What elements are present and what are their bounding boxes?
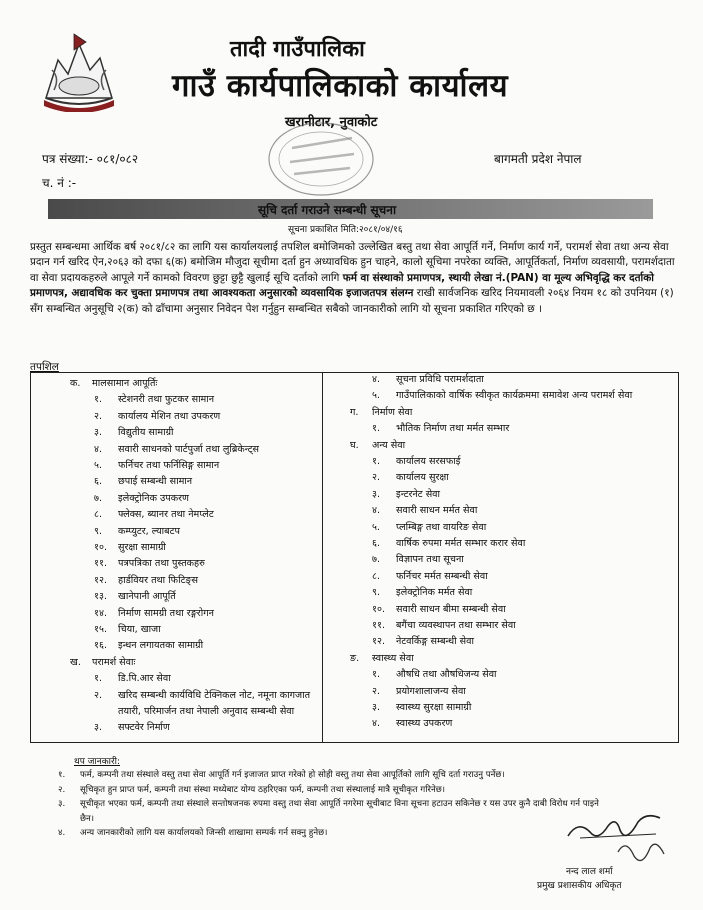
item-number: १. xyxy=(372,669,381,681)
item-text: पत्रपत्रिका तथा पुस्तकहरु xyxy=(118,558,205,570)
letter-number: पत्र संख्या:- ०८१/०८२ xyxy=(42,152,139,166)
item-text: डि.पि.आर सेवा xyxy=(118,673,171,685)
list-item xyxy=(372,618,516,631)
list-item xyxy=(94,671,171,684)
paragraph-part-1: प्रस्तुत सम्बन्धमा आर्थिक बर्ष २०८१/८२ का लागि यस कार्यालयलाई तपशिल बमोजिमको उल्लेखित बस्तु तथा सेवा आपूर्ति गर्ने, निर्माण कार्य गर्ने, परामर्श सेवा तथा अन्य सेवा प्रदान गर्न खरिद ऐन,२०६३ को दफा ६(क) बमोजिम मौजुदा सूचीमा दर्ता हुन अध्यावधिक हुन चाहने, कालो सूचिमा नपरेका व्यक्ति, आपूर्तिकर्ता, निर्माण व्यवसायी, परामर्शदाता वा सेवा प्रदायकहरुले आपूले गर्ने कामको विवरण छुट्टा छुट्टै खुलाई सूचि दर्ताको लागि xyxy=(30,241,675,284)
item-text: प्रयोगशालाजन्य सेवा xyxy=(396,685,466,697)
item-text: निर्माण सामग्री तथा रङ्गरोगन xyxy=(118,607,214,619)
list-item xyxy=(372,536,525,549)
item-number: ५. xyxy=(372,390,381,402)
item-number: १. xyxy=(94,394,103,406)
item-text: कम्प्युटर, ल्याबटप xyxy=(118,525,180,537)
details-heading: तपशिल xyxy=(30,361,59,373)
item-number: ४. xyxy=(372,374,381,385)
item-number: ग. xyxy=(350,406,359,418)
item-text: कार्यालय सुरक्षा xyxy=(396,472,449,484)
note-text: अन्य जानकारीको लागि यस कार्यालयको जिन्सी शाखामा सम्पर्क गर्न सक्नु हुनेछ। xyxy=(80,828,328,838)
item-number: २. xyxy=(94,410,103,422)
list-item xyxy=(372,487,440,500)
list-item xyxy=(372,520,486,533)
item-number: ८. xyxy=(372,570,381,582)
notes-heading: थप जानकारी: xyxy=(74,757,121,767)
item-number: ११. xyxy=(372,620,386,631)
item-text: फ्लेक्स, ब्यानर तथा नेमप्लेट xyxy=(118,509,214,521)
item-text: परामर्श सेवाः xyxy=(92,656,136,668)
paragraph-bold: फर्म वा संस्थाको प्रमाणपत्र, स्थायी लेखा नं.(PAN) वा मूल्य अभिवृद्धि कर दर्ताको प्रमाणपत्र, अद्यावधिक कर चुक्ता प्रमाणपत्र तथा आवश्यकता अनुसारको व्यवसायिक इजाजतपत्र संलग्न xyxy=(30,271,654,300)
item-number: १०. xyxy=(94,542,108,553)
item-number: २. xyxy=(372,685,381,697)
item-number: १३. xyxy=(94,591,108,603)
notice-title: सूचि दर्ता गराउने सम्बन्धी सूचना xyxy=(258,203,397,217)
item-text: खानेपानी आपूर्ति xyxy=(118,591,176,603)
item-text: बगैंचा व्यवस्थापन तथा सम्भार सेवा xyxy=(396,620,516,631)
section-heading xyxy=(350,405,412,418)
office-location: खरानीटार, नुवाकोट xyxy=(285,115,378,130)
item-text: स्टेशनरी तथा फुटकर सामान xyxy=(118,394,215,406)
item-number: ९. xyxy=(372,587,381,599)
list-item xyxy=(94,573,198,586)
item-number: ७. xyxy=(94,492,103,504)
note-text: छैन। xyxy=(80,813,95,824)
list-item xyxy=(94,720,170,733)
list-item xyxy=(372,388,632,401)
list-item xyxy=(372,585,472,598)
item-text: छपाई सम्बन्धी सामान xyxy=(118,476,193,488)
list-item xyxy=(94,458,219,471)
note-number: १. xyxy=(58,770,66,780)
item-number: १५. xyxy=(94,624,108,635)
list-item xyxy=(372,634,474,647)
list-item xyxy=(372,372,484,385)
section-heading xyxy=(350,651,414,664)
item-text: मालसामान आपूर्तिः xyxy=(92,378,158,389)
item-text: स्वास्थ्य उपकरण xyxy=(396,718,453,730)
item-number: ख. xyxy=(70,656,81,668)
item-text: सवारी साधन मर्मत सेवा xyxy=(396,505,478,517)
item-text: सुरक्षा सामाग्री xyxy=(118,542,166,553)
note-number: ४. xyxy=(58,828,66,838)
item-text: फर्निचर तथा फर्निसिङ्ग सामान xyxy=(118,460,220,471)
item-number: ६. xyxy=(94,476,103,488)
item-number: १२. xyxy=(94,574,108,586)
notice-title-banner xyxy=(48,199,653,219)
note-item xyxy=(58,768,505,780)
item-text: इन्टरनेट सेवा xyxy=(396,488,440,500)
item-text: इलेक्ट्रोनिक मर्मत सेवा xyxy=(396,587,473,599)
item-text: तयारी, परिमार्जन तथा नेपाली अनुवाद सम्बन्धी सेवा xyxy=(118,706,295,717)
list-item xyxy=(94,442,259,455)
item-text: इलेक्ट्रोनिक उपकरण xyxy=(118,492,189,504)
list-item xyxy=(94,638,203,651)
office-name: गाउँ कार्यपालिकाको कार्यालय xyxy=(172,68,509,104)
item-text: नेटवर्किङ्ग सम्बन्धी सेवा xyxy=(396,636,474,648)
list-item xyxy=(372,454,461,467)
item-number: १२. xyxy=(372,636,386,648)
list-item xyxy=(94,606,214,619)
item-text: फर्निचर मर्मत सम्बन्धी सेवा xyxy=(396,570,488,582)
list-item xyxy=(94,589,176,602)
signature-icon xyxy=(560,808,670,870)
table-divider xyxy=(322,372,323,742)
list-item xyxy=(372,552,464,565)
item-text: हार्डवियर तथा फिटिङ्स xyxy=(118,574,198,586)
item-number: ९. xyxy=(94,525,103,537)
item-text: स्वास्थ्य सुरक्षा सामाग्री xyxy=(396,702,472,713)
item-text: विद्युतीय सामाग्री xyxy=(118,427,174,439)
item-number: ८. xyxy=(94,509,103,521)
item-number: ४. xyxy=(372,718,381,730)
signatory-title: प्रमुख प्रशासकीय अधिकृत xyxy=(537,881,622,891)
item-number: ३. xyxy=(372,488,381,500)
item-text: विज्ञापन तथा सूचना xyxy=(396,554,464,566)
item-text: सवारी साधनको पार्टपुर्जा तथा लुब्रिकेन्ट्स xyxy=(118,443,260,455)
item-number: १. xyxy=(372,456,381,467)
item-number: ३. xyxy=(372,702,381,713)
item-number: ७. xyxy=(372,554,381,566)
item-text: भौतिक निर्माण तथा मर्मत सम्भार xyxy=(396,423,510,435)
item-text: खरिद सम्बन्धी कार्यविधि टेक्निकल नोट, नमूना कागजात xyxy=(118,689,311,701)
item-text: कार्यालय सरसफाई xyxy=(396,456,461,467)
item-number: २. xyxy=(372,472,381,484)
item-number: ४. xyxy=(372,505,381,517)
section-heading xyxy=(70,655,135,668)
signatory-name: नन्द लाल शर्मा xyxy=(566,867,613,877)
item-text: सूचना प्रविधि परामर्शदाता xyxy=(396,374,484,385)
note-text: सूचिकृत हुन प्राप्त फर्म, कम्पनी तथा संस्था मध्येबाट योग्य ठहरिएका फर्म, कम्पनी तथा संस्थालाई मात्रै सूचीकृत गरिनेछ। xyxy=(80,784,446,795)
item-text: इन्धन लगायतका सामाग्री xyxy=(118,640,204,652)
list-item xyxy=(94,392,214,405)
item-text: सवारी साधन बीमा सम्बन्धी सेवा xyxy=(396,603,506,615)
note-text: सूचीकृत भएका फर्म, कम्पनी तथा संस्थाले सन्तोषजनक रुपमा वस्तु तथा सेवा आपूर्ति नगरेमा सूचीबाट विना सूचना हटाउन सकिनेछ र यस उपर कुनै दाबी विरोध गर्न पाइने xyxy=(80,799,599,809)
item-text: चिया, खाजा xyxy=(118,624,161,635)
list-item xyxy=(372,667,497,680)
note-text: फर्म, कम्पनी तथा संस्थाले वस्तु तथा सेवा आपूर्ति गर्न इजाजत प्राप्त गरेको हो सोही वस्तु तथा सेवा आपूर्तिको लागि सूचि दर्ता गराउनु पर्नेछ। xyxy=(80,770,505,780)
list-item xyxy=(94,474,192,487)
list-item xyxy=(372,602,506,615)
list-item xyxy=(94,425,174,438)
list-item xyxy=(372,503,477,516)
municipality-name: तादी गाउँपालिका xyxy=(230,37,365,62)
list-item xyxy=(94,507,214,520)
list-item xyxy=(372,421,509,434)
section-heading xyxy=(350,438,405,451)
list-item xyxy=(94,491,189,504)
item-text: स्वास्थ्य सेवा xyxy=(372,652,414,664)
item-number: ११. xyxy=(94,558,108,570)
note-item xyxy=(58,797,599,809)
item-number: घ. xyxy=(350,439,359,451)
item-text: प्लम्बिङ्ग तथा वायरिङ सेवा xyxy=(396,521,487,533)
list-item xyxy=(94,622,161,635)
list-item xyxy=(94,524,180,537)
publish-date: सूचना प्रकाशित मिति:२०८१/०४/१६ xyxy=(288,225,403,235)
list-item xyxy=(94,688,310,701)
item-number: ३. xyxy=(94,722,103,734)
nepal-emblem-icon xyxy=(38,30,120,112)
item-number: १६. xyxy=(94,640,108,652)
province-name: बागमती प्रदेश नेपाल xyxy=(494,152,582,166)
list-item xyxy=(372,700,471,713)
item-text: सफ्टवेर निर्माण xyxy=(118,722,170,734)
item-text: कार्यालय मेशिन तथा उपकरण xyxy=(118,410,221,422)
notice-paragraph xyxy=(30,240,675,317)
item-text: वार्षिक रुपमा मर्मत सम्भार करार सेवा xyxy=(396,538,526,549)
item-number: १. xyxy=(372,423,381,435)
section-heading xyxy=(70,376,157,389)
item-number: ३. xyxy=(94,427,103,439)
list-item xyxy=(94,409,220,422)
note-item xyxy=(58,783,445,795)
item-number: १४. xyxy=(94,607,108,619)
item-number: ६. xyxy=(372,538,381,549)
item-text: औषधि तथा औषधिजन्य सेवा xyxy=(396,669,497,681)
item-number: २. xyxy=(94,689,103,701)
note-number: २. xyxy=(58,784,66,795)
item-number: १. xyxy=(94,673,103,685)
note-item xyxy=(58,826,327,838)
item-number: १०. xyxy=(372,603,386,615)
office-stamp-icon xyxy=(262,118,380,200)
list-item xyxy=(372,716,452,729)
item-number: ४. xyxy=(94,443,103,455)
list-item xyxy=(372,569,488,582)
list-item xyxy=(372,470,449,483)
list-item xyxy=(94,556,205,569)
item-text: अन्य सेवा xyxy=(372,439,406,451)
list-item xyxy=(94,704,294,717)
dispatch-number: च. नं :- xyxy=(42,176,77,190)
item-number: ङ. xyxy=(350,652,360,664)
item-text: निर्माण सेवा xyxy=(372,406,413,418)
item-number: क. xyxy=(70,378,81,389)
note-item xyxy=(58,812,94,824)
list-item xyxy=(94,540,166,553)
note-number: ३. xyxy=(58,799,66,809)
item-text: गाउँपालिकाको वार्षिक स्वीकृत कार्यक्रममा समावेश अन्य परामर्श सेवा xyxy=(396,390,633,402)
item-number: ५. xyxy=(372,521,381,533)
item-number: ५. xyxy=(94,460,103,471)
paragraph-part-2: राखी सार्वजनिक खरिद नियमावली २०६४ नियम १८ को उपनियम (१) सँग सम्बन्धित अनुसूचि २(क) को ढाँचामा अनुसार निवेदन पेश गर्नुहुन सम्बन्धित सबैको जानकारीको लागि यो सूचना प्रकाशित गरिएको छ । xyxy=(30,287,674,315)
list-item xyxy=(372,684,466,697)
